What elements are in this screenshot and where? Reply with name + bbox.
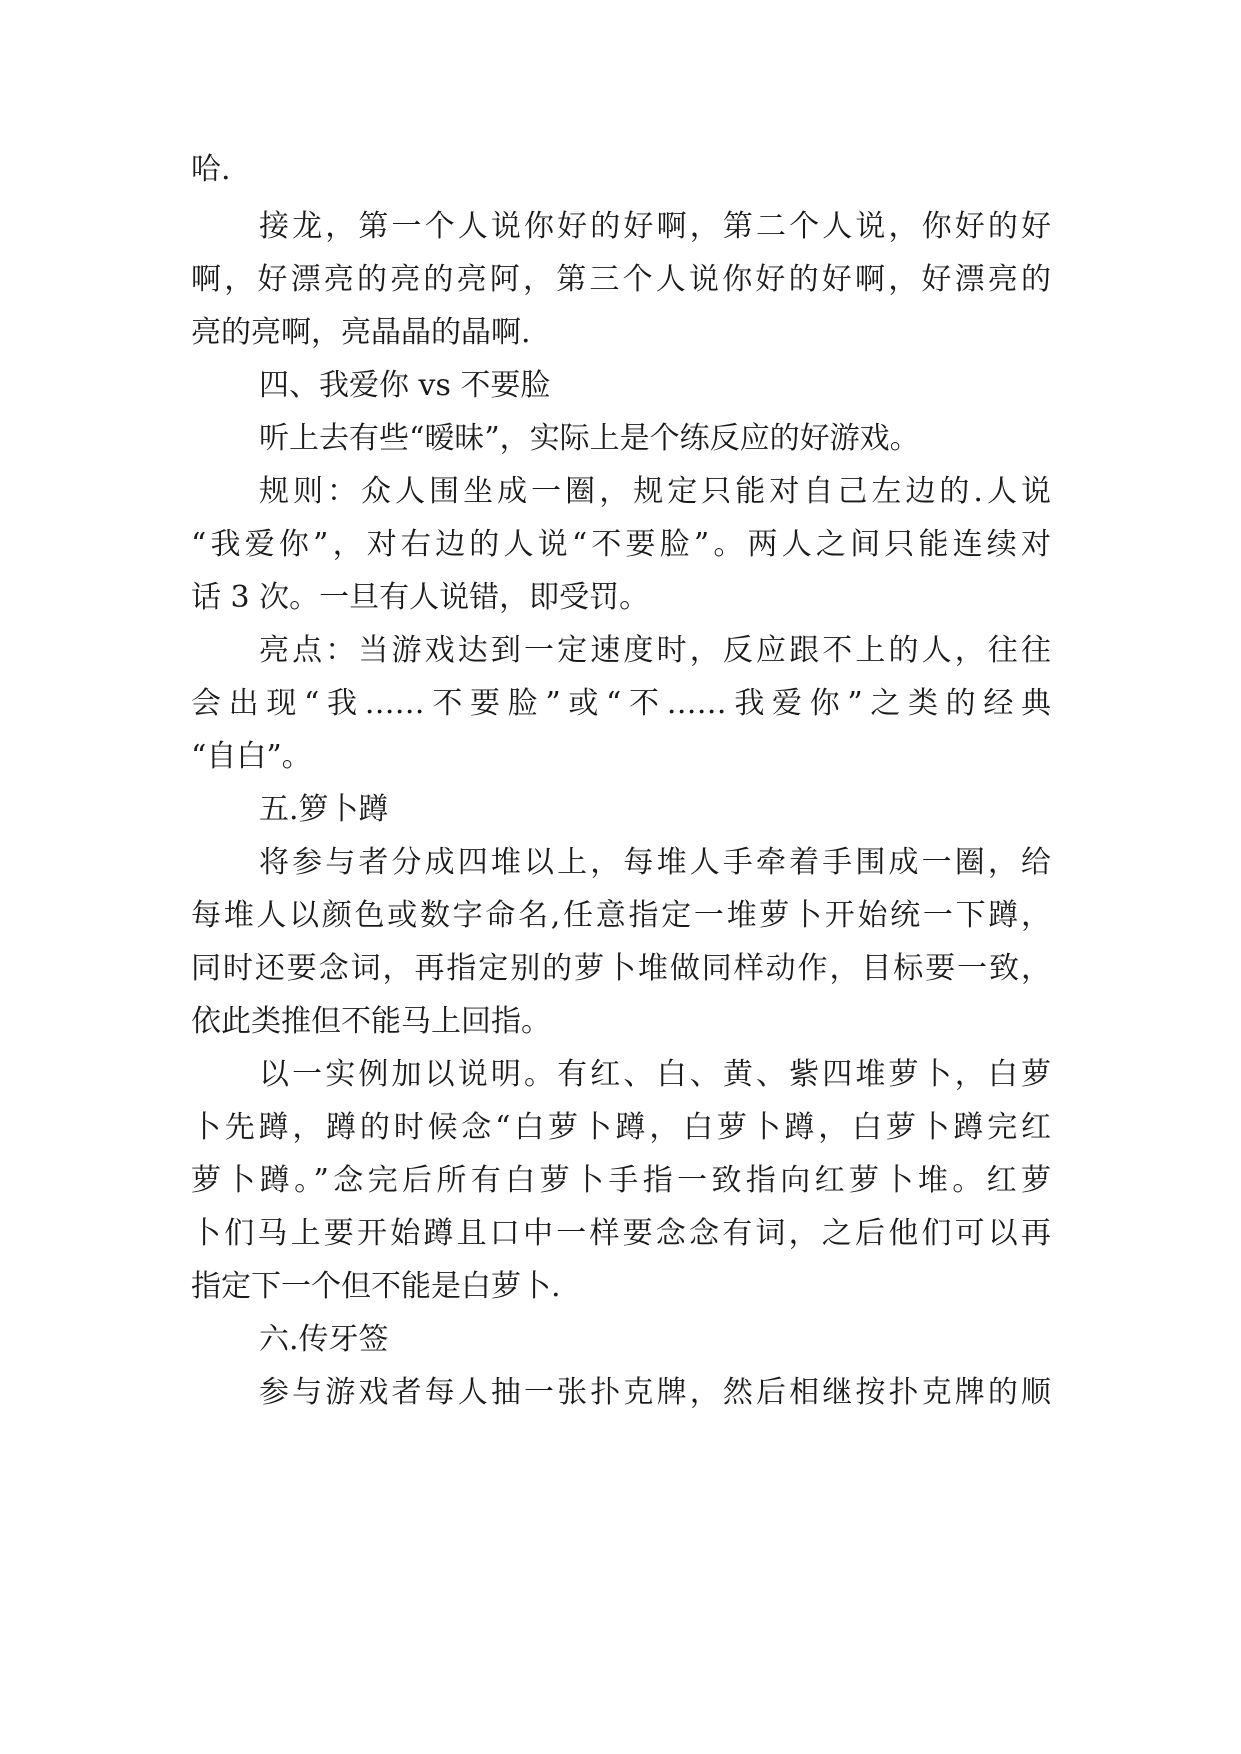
text-line: 每堆人以颜色或数字命名,任意指定一堆萝卜开始统一下蹲， [191, 898, 1051, 933]
text-line: 同时还要念词，再指定别的萝卜堆做同样动作，目标要一致， [191, 951, 1051, 986]
paragraph-first-line: 亮点：当游戏达到一定速度时，反应跟不上的人，往往 [259, 633, 1051, 668]
paragraph-first-line: 规则：众人围坐成一圈，规定只能对自己左边的.人说 [259, 474, 1051, 509]
text-line: 亮的亮啊，亮晶晶的晶啊. [191, 315, 531, 350]
text-line: 啊，好漂亮的亮的亮阿，第三个人说你好的好啊，好漂亮的 [191, 262, 1051, 297]
paragraph-first-line: 听上去有些“暧昧”，实际上是个练反应的好游戏。 [259, 421, 920, 456]
text-line: 卜先蹲，蹲的时候念“白萝卜蹲，白萝卜蹲，白萝卜蹲完红 [191, 1110, 1051, 1145]
paragraph-first-line: 以一实例加以说明。有红、白、黄、紫四堆萝卜，白萝 [259, 1057, 1051, 1092]
paragraph-first-line: 将参与者分成四堆以上，每堆人手牵着手围成一圈，给 [259, 845, 1051, 880]
text-line: 指定下一个但不能是白萝卜. [191, 1269, 561, 1304]
text-line: 会出现“我……不要脸”或“不……我爱你”之类的经典 [191, 686, 1051, 721]
text-line: 卜们马上要开始蹲且口中一样要念念有词，之后他们可以再 [191, 1216, 1051, 1251]
text-line: 依此类推但不能马上回指。 [191, 1004, 551, 1039]
paragraph-first-line: 接龙，第一个人说你好的好啊，第二个人说，你好的好 [259, 209, 1051, 244]
text-line: 话 3 次。一旦有人说错，即受罚。 [191, 580, 650, 615]
section-heading: 四、我爱你 vs 不要脸 [259, 368, 551, 403]
text-line: 哈. [191, 152, 231, 187]
text-line: “我爱你”，对右边的人说“不要脸”。两人之间只能连续对 [191, 527, 1051, 562]
text-line: “自白”。 [191, 739, 312, 774]
section-heading: 六.传牙签 [259, 1322, 389, 1357]
paragraph-first-line: 参与游戏者每人抽一张扑克牌，然后相继按扑克牌的顺 [259, 1375, 1051, 1410]
text-line: 萝卜蹲。”念完后所有白萝卜手指一致指向红萝卜堆。红萝 [191, 1163, 1051, 1198]
section-heading: 五.箩卜蹲 [259, 792, 389, 827]
